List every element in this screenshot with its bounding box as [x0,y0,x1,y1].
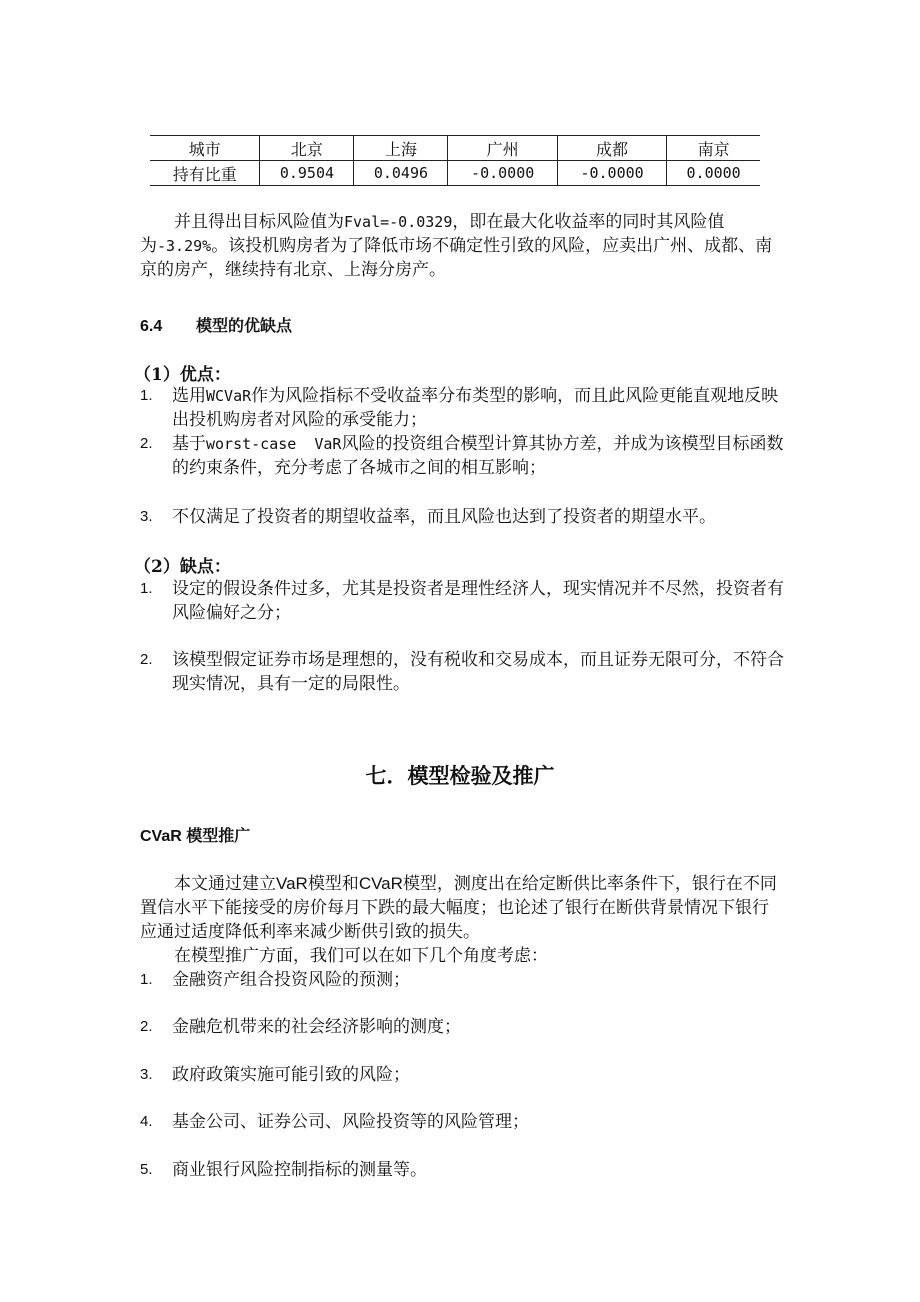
list-number: 4. [140,1113,153,1130]
list-number: 1. [140,387,153,404]
text-run: 选用 [172,386,206,406]
cvar-paragraph [140,872,780,944]
advantages-heading: （1）优点： [134,365,231,385]
text-run: 。该投机购房者为了降低市场不确定性引致的风险，应卖出广州、成都、南京的房产，继续持有北京、上海分房产。 [140,236,773,280]
list-item [140,968,790,992]
list-number: 5. [140,1161,153,1178]
holding-weight-table [150,135,760,186]
disadvantages-heading: （2）缺点： [134,557,231,577]
code-term: worst-case VaR [206,435,342,453]
list-item [140,1015,790,1039]
list-number: 2. [140,435,153,452]
table-header-cell: 上海 [354,136,448,161]
text-run: 本文通过建立 [174,874,276,894]
list-text: 金融资产组合投资风险的预测； [172,970,410,990]
list-text: 设定的假设条件过多，尤其是投资者是理性经济人，现实情况并不尽然，投资者有风险偏好之分； [172,579,784,623]
list-item [140,1110,790,1134]
list-item [140,432,790,480]
list-text: 基金公司、证券公司、风险投资等的风险管理； [172,1112,529,1132]
table-header-row [150,136,760,161]
code-term: WCVaR [206,387,252,405]
list-text: 金融危机带来的社会经济影响的测度； [172,1017,461,1037]
text-run: 模型和 [307,874,359,894]
cvar-section-heading: CVaR 模型推广 [140,828,251,845]
table-row [150,161,760,186]
text-run: 风险的投资组合模型计算其协方差，并成为该模型目标函数的约束条件，充分考虑了各城市之间的相互影响； [172,434,784,478]
table-cell: 0.9504 [260,161,354,186]
table-cell: 0.0496 [354,161,448,186]
section-heading-6-4 [140,313,292,336]
table-header-cell: 北京 [260,136,354,161]
table-cell: 0.0000 [667,161,760,186]
extension-intro: 在模型推广方面，我们可以在如下几个角度考虑： [174,946,548,966]
text-run: 模型，测度出在给定断供比率条件下，银行在不同置信水平下能接受的房价每月下跌的最大幅度；也论述了银行在断供背景情况下银行应通过适度降低利率来减少断供引致的损失。 [140,874,777,942]
list-number: 1. [140,971,153,988]
list-item [140,1063,790,1087]
list-number: 3. [140,508,153,525]
list-number: 2. [140,1018,153,1035]
risk-percent: -3.29% [157,237,212,255]
list-item [140,384,790,432]
list-text [172,432,790,480]
section-title: 模型的优缺点 [196,318,293,335]
list-text: 不仅满足了投资者的期望收益率，而且风险也达到了投资者的期望水平。 [172,507,716,527]
table-header-cell: 成都 [557,136,666,161]
table-header-cell: 广州 [448,136,557,161]
list-text: 该模型假定证券市场是理想的，没有税收和交易成本，而且证券无限可分，不符合现实情况，具有一定的局限性。 [172,650,784,694]
list-item [140,577,790,625]
table-header-cell: 南京 [667,136,760,161]
list-number: 3. [140,1066,153,1083]
fval-value: Fval=-0.0329 [344,213,453,231]
list-number: 1. [140,580,153,597]
chapter-heading: 七．模型检验及推广 [365,765,555,788]
list-item [140,648,790,696]
cvar-term: CVaR [358,874,403,893]
table-row-label: 持有比重 [150,161,260,186]
list-number: 2. [140,651,153,668]
list-item [140,1158,790,1182]
text-run: 作为风险指标不受收益率分布类型的影响，而且此风险更能直观地反映出投机购房者对风险的承受能力； [172,386,779,430]
text-run: 并且得出目标风险值为 [174,212,344,232]
result-paragraph [140,210,780,282]
list-item [140,505,790,529]
text-run: ，即在最大化收益率的同时其风险值为 [140,212,725,256]
list-text: 政府政策实施可能引致的风险； [172,1065,410,1085]
table-header-cell: 城市 [150,136,260,161]
list-text [172,384,790,432]
text-run: 基于 [172,434,206,454]
section-number: 6.4 [140,318,163,335]
table-cell: -0.0000 [557,161,666,186]
table-cell: -0.0000 [448,161,557,186]
list-text: 商业银行风险控制指标的测量等。 [172,1160,427,1180]
var-term: VaR [276,874,308,893]
